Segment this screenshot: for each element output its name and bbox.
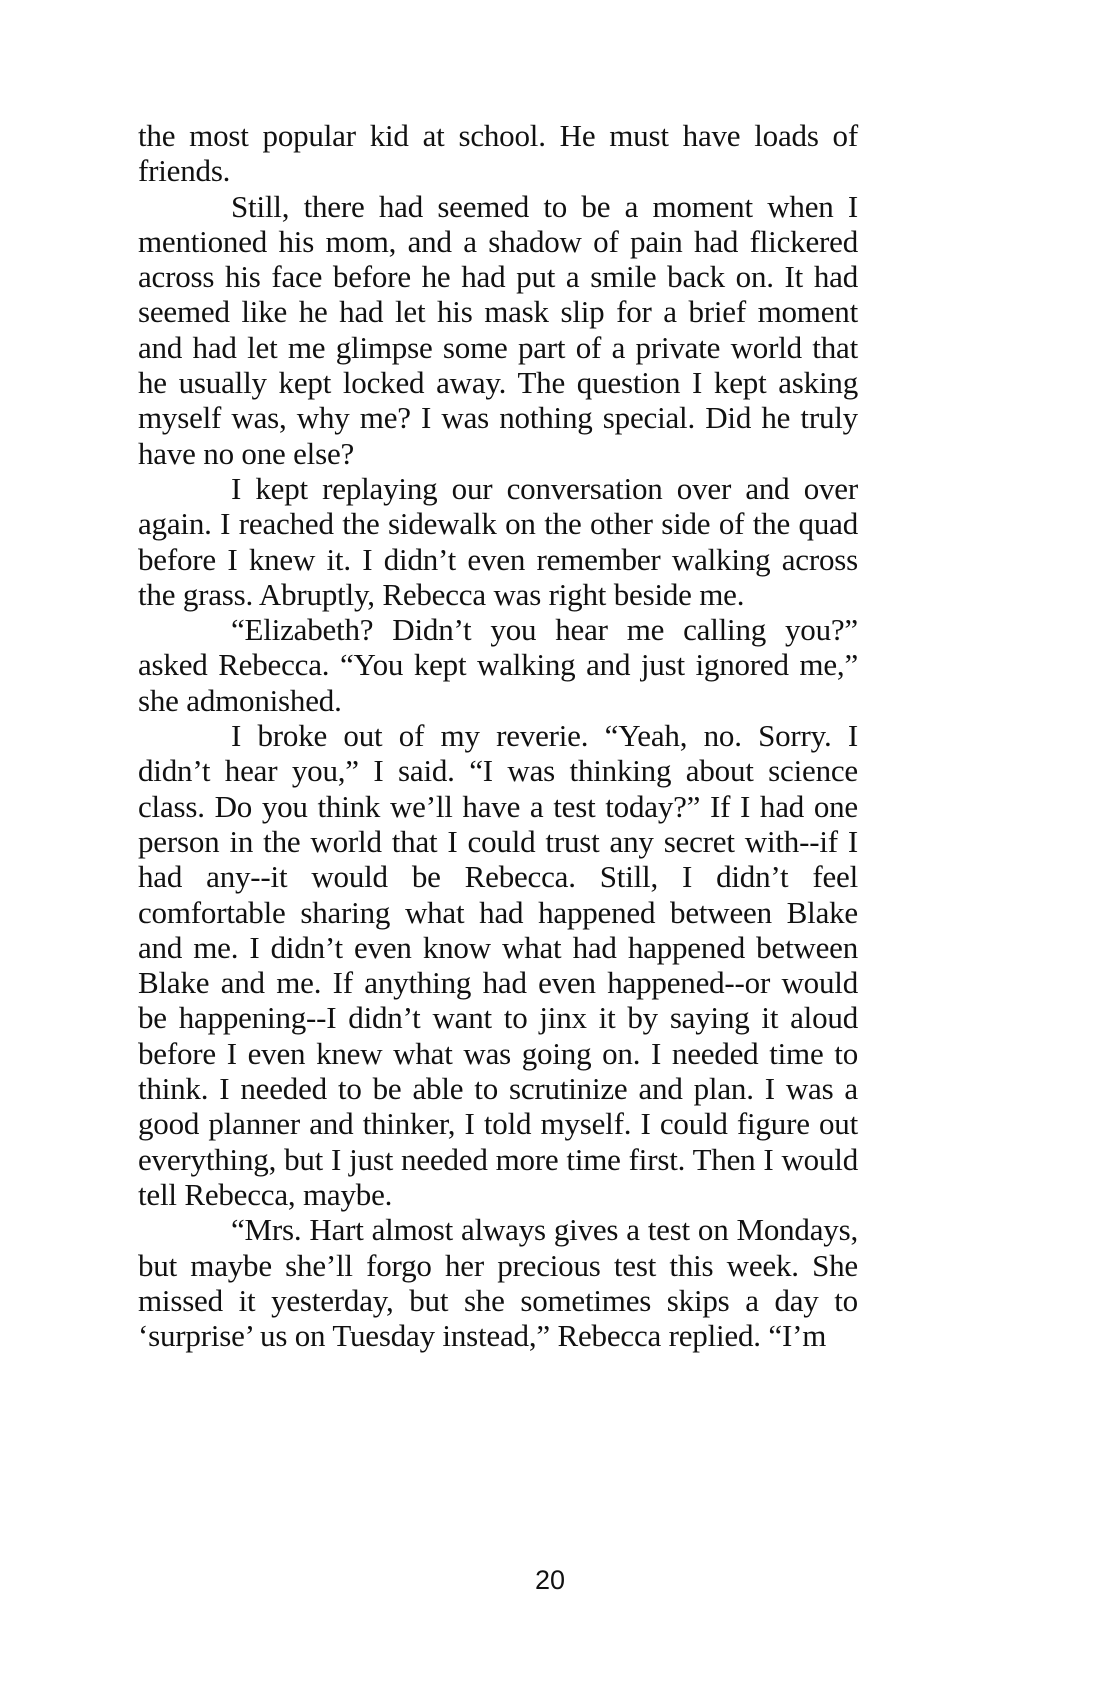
paragraph: “Elizabeth? Didn’t you hear me calling you?” asked Rebecca. “You kept walking and just ignored me,” she admonished. xyxy=(138,612,858,718)
paragraph: “Mrs. Hart almost always gives a test on Mondays, but maybe she’ll forgo her precious test this week. She missed it yesterday, but she sometimes skips a day to ‘surprise’ us on Tuesday instead,” Rebecca replied. “I’m xyxy=(138,1212,858,1354)
paragraph: I kept replaying our conversation over and over again. I reached the sidewalk on the other side of the quad before I knew it. I didn’t even remember walking across the grass. Abruptly, Rebecca was right beside me. xyxy=(138,470,858,612)
page-body xyxy=(138,118,858,1353)
paragraph: Still, there had seemed to be a moment when I mentioned his mom, and a shadow of pain had flickered across his face before he had put a smile back on. It had seemed like he had let his mask slip for a brief moment and had let me glimpse some part of a private world that he usually kept locked away. The question I kept asking myself was, why me? I was nothing special. Did he truly have no one else? xyxy=(138,188,858,471)
paragraph: the most popular kid at school. He must have loads of friends. xyxy=(138,118,858,189)
page-number: 20 xyxy=(534,1565,566,1595)
paragraph: I broke out of my reverie. “Yeah, no. Sorry. I didn’t hear you,” I said. “I was thinking about science class. Do you think we’ll have a test today?” If I had one person in the world that I could trust any secret with--if I had any--it would be Rebecca. Still, I didn’t feel comfortable sharing what had happened between Blake and me. I didn’t even know what had happened between Blake and me. If anything had even happened--or would be happening--I didn’t want to jinx it by saying it aloud before I even knew what was going on. I needed time to think. I needed to be able to scrutinize and plan. I was a good planner and thinker, I told myself. I could figure out everything, but I just needed more time first. Then I would tell Rebecca, maybe. xyxy=(138,718,858,1212)
